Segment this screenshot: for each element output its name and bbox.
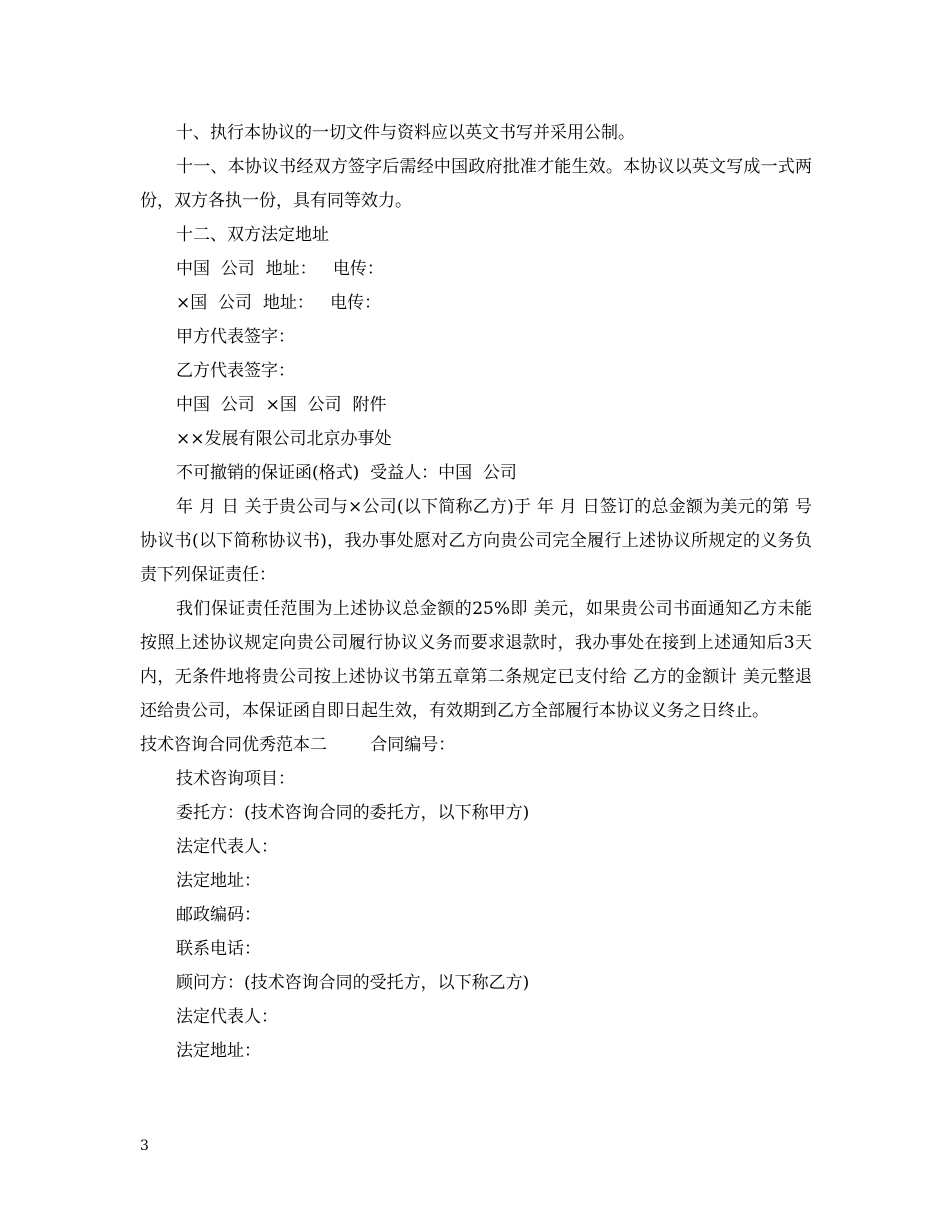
party-b-signature-line: 乙方代表签字： <box>176 361 295 381</box>
phone-field: 联系电话： <box>176 939 261 959</box>
postal-code-field: 邮政编码： <box>176 905 261 925</box>
contract-sample-heading: 技术咨询合同优秀范本二 合同编号： <box>140 735 456 755</box>
guarantee-letter-title: 不可撤销的保证函(格式) 受益人：中国 公司 <box>176 463 517 483</box>
client-legal-rep-field: 法定代表人： <box>176 837 278 857</box>
consultant-legal-rep-field: 法定代表人： <box>176 1007 278 1027</box>
document-body <box>140 116 812 1068</box>
consultant-party-field: 顾问方：(技术咨询合同的受托方，以下称乙方) <box>176 973 530 993</box>
clause-10: 十、执行本协议的一切文件与资料应以英文书写并采用公制。 <box>176 123 635 143</box>
china-company-address-line: 中国 公司 地址： 电传： <box>176 259 384 279</box>
clause-12-heading: 十二、双方法定地址 <box>176 225 329 245</box>
consultant-legal-address-field: 法定地址： <box>176 1041 261 1061</box>
party-a-signature-line: 甲方代表签字： <box>176 327 295 347</box>
consulting-project-field: 技术咨询项目： <box>176 769 295 789</box>
client-legal-address-field: 法定地址： <box>176 871 261 891</box>
attachment-line: 中国 公司 ×国 公司 附件 <box>176 395 387 415</box>
foreign-company-address-line: ×国 公司 地址： 电传： <box>176 293 382 313</box>
guarantee-intro-paragraph: 年 月 日 关于贵公司与×公司(以下简称乙方)于 年 月 日签订的总金额为美元的第 号协议书(以下简称协议书)，我办事处愿对乙方向贵公司完全履行上述协议所规定的义务负责下列保证责任： <box>140 497 812 585</box>
beijing-office-line: ××发展有限公司北京办事处 <box>176 429 392 449</box>
page-number: 3 <box>140 1138 149 1154</box>
guarantee-scope-paragraph: 我们保证责任范围为上述协议总金额的25%即 美元，如果贵公司书面通知乙方未能按照上述协议规定向贵公司履行协议义务而要求退款时，我办事处在接到上述通知后3天内，无条件地将贵公司按上述协议书第五章第二条规定已支付给 乙方的金额计 美元整退还给贵公司，本保证函自即日起生效，有效期到乙方全部履行本协议义务之日终止。 <box>140 599 812 721</box>
clause-11: 十一、本协议书经双方签字后需经中国政府批准才能生效。本协议以英文写成一式两份，双方各执一份，具有同等效力。 <box>140 157 812 211</box>
client-party-field: 委托方：(技术咨询合同的委托方，以下称甲方) <box>176 803 530 823</box>
